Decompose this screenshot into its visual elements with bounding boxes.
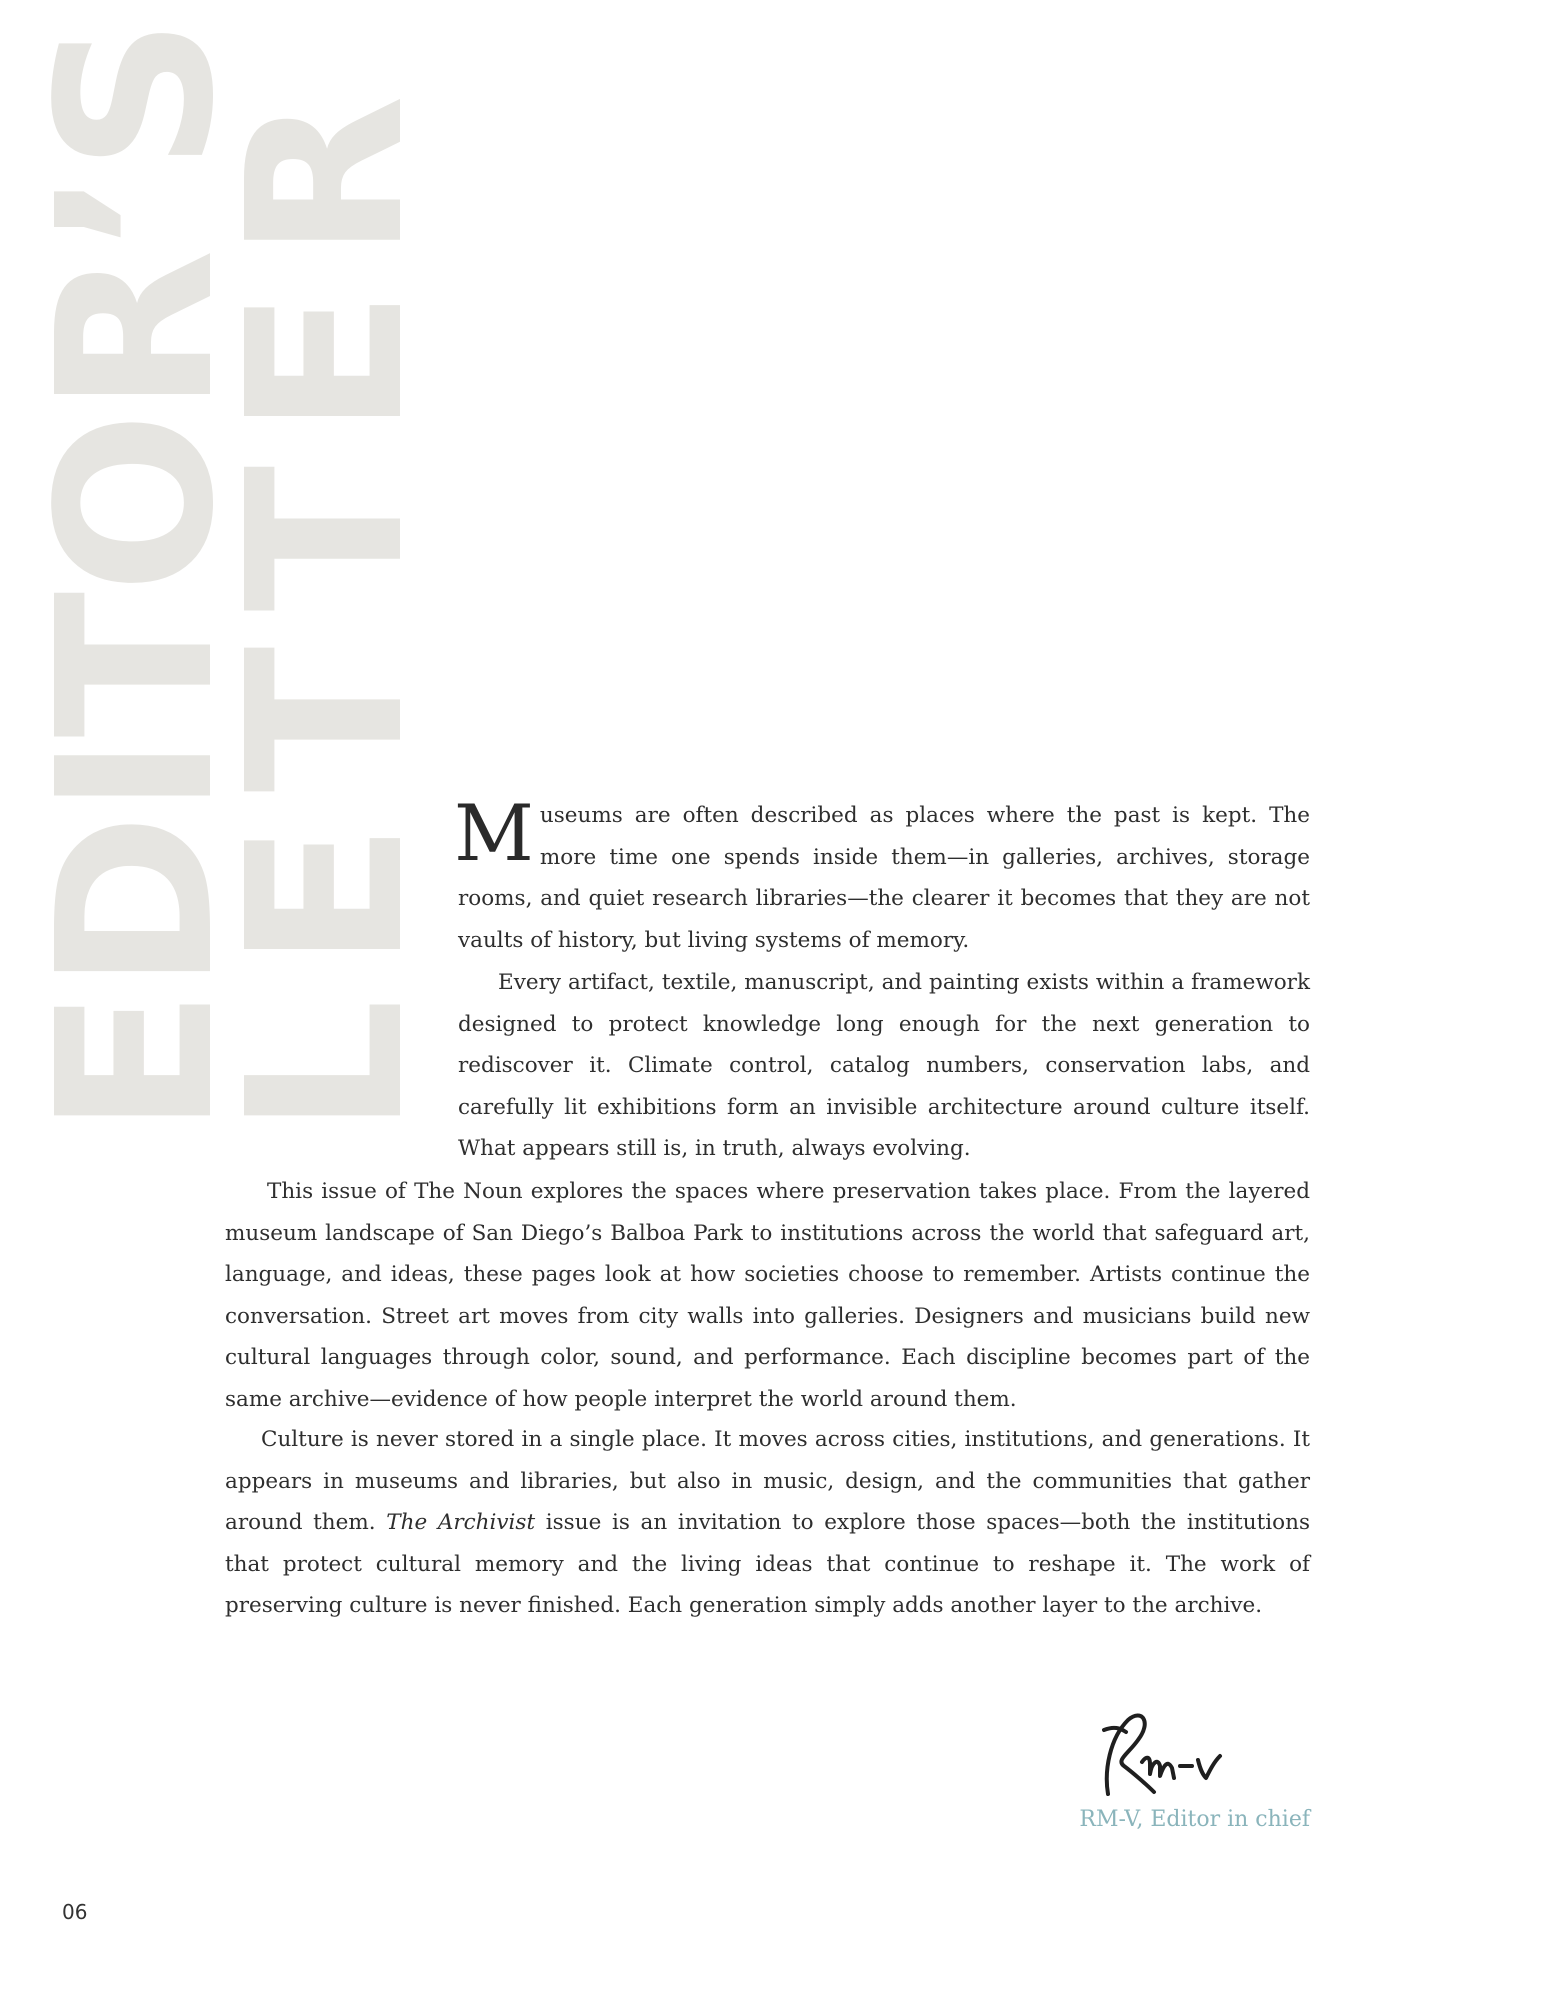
editor-credit: RM-V, Editor in chief: [1079, 1807, 1310, 1832]
handwritten-signature: [1080, 1700, 1230, 1810]
page-number: 06: [62, 1900, 88, 1924]
title-editors: EDITOR’S: [12, 19, 261, 1135]
letter-paragraph-3: This issue of The Noun explores the spaces where preservation takes place. From the layered museum landscape of San Diego’s Balboa Park to institutions across the world that safeguard art, language, and ideas, these pages look at how societies choose to remember. Artists continue the conversation. Street art moves from city walls into galleries. Designers and musicians build new cultural languages through color, sound, and performance. Each discipline becomes part of the same archive—evidence of how people interpret the world around them.: [225, 1179, 1310, 1412]
letter-paragraph-4: [225, 1419, 1310, 1627]
paragraph-4-text-a: Culture is never stored in a single place. It moves across cities, institutions, and generations. It appears in museums and libraries, but also in music, design, and the communities that gather around them.: [225, 1427, 1310, 1535]
drop-cap: M: [454, 789, 534, 879]
paragraph-4-text-b: issue is an invitation to explore those spaces—both the institutions that protect cultural memory and the living ideas that continue to reshape it. The work of preserving culture is never finished. Each generation simply adds another layer to the archive.: [225, 1510, 1310, 1618]
letter-paragraph-2: Every artifact, textile, manuscript, and painting exists within a framework designed to protect knowledge long enough for the next generation to rediscover it. Climate control, catalog numbers, conservation labs, and carefully lit exhibitions form an invisible architecture around culture itself. What appears still is, in truth, always evolving.: [458, 970, 1310, 1161]
issue-title-italic: The Archivist: [386, 1510, 536, 1535]
paragraph-1-text: useums are often described as places where the past is kept. The more time one spends inside them—in galleries, archives, storage rooms, and quiet research libraries—the clearer it becomes that they are not vaults of history, but living systems of memory.: [458, 803, 1310, 953]
letter-paragraph-1: [454, 789, 1310, 961]
title-letter: LETTER: [202, 64, 451, 1135]
